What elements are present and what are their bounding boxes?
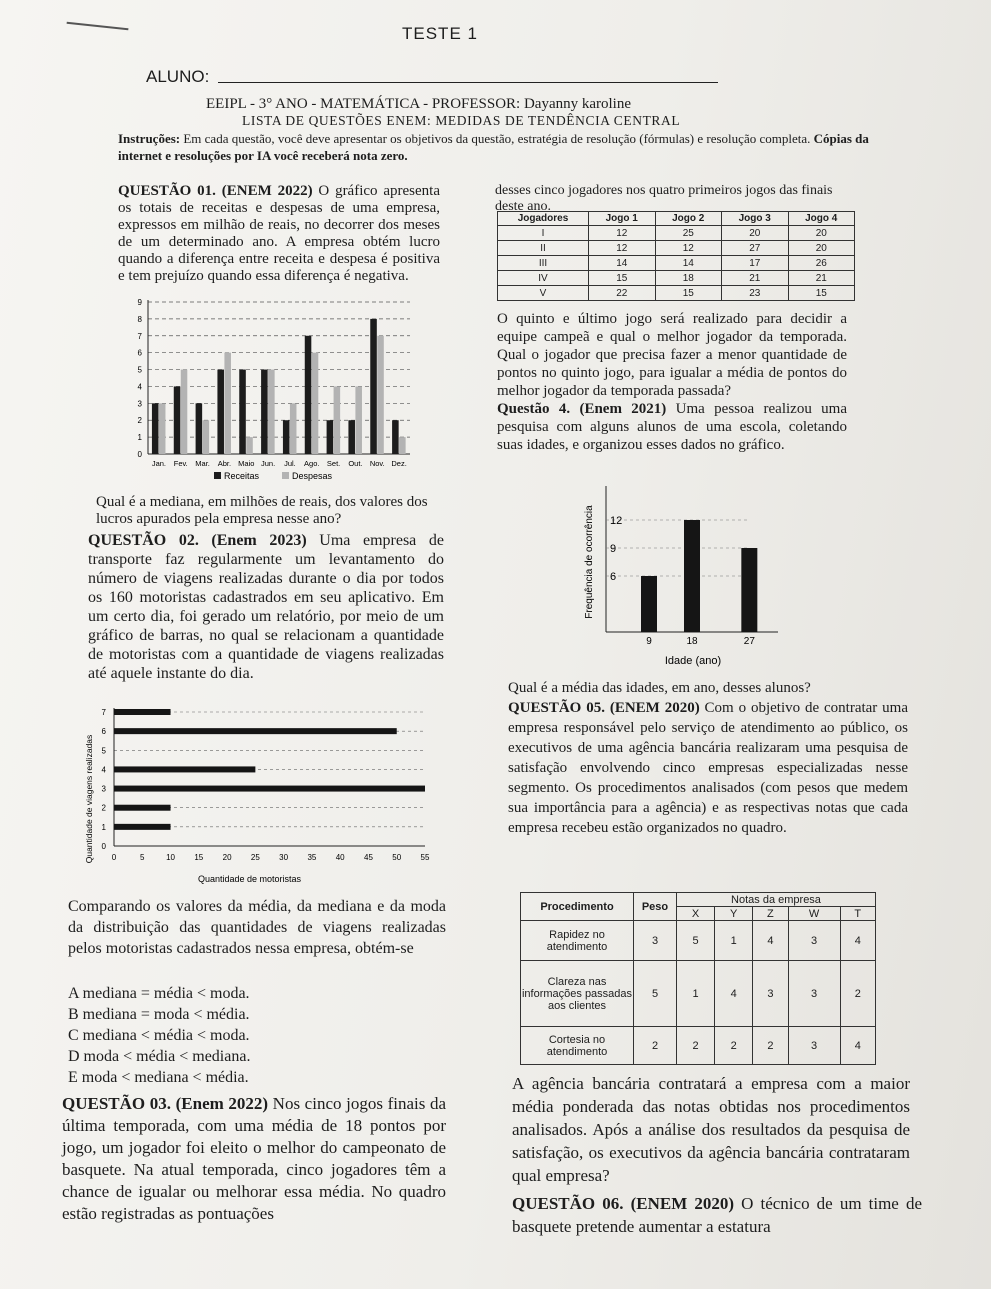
q5-cell: 3	[788, 1027, 840, 1065]
pen-mark	[66, 22, 129, 40]
y-tick-label: 5	[101, 746, 106, 756]
q5-cell: 3	[634, 921, 677, 961]
q3-cell: 12	[589, 226, 656, 241]
bar-despesas	[203, 420, 210, 454]
q5-cell: 3	[753, 961, 788, 1027]
y-tick-label: 2	[137, 416, 142, 426]
q5-cell: Rapidez no atendimento	[521, 921, 634, 961]
table-row	[521, 961, 876, 1027]
x-tick-label: Mar.	[195, 459, 210, 468]
q2-question: Comparando os valores da média, da mediana e da moda da distribuição das quantidades de viagens realizadas pelos motoristas cadastrados nessa empresa, obtém-se	[68, 898, 446, 957]
x-tick-label: 15	[194, 853, 204, 862]
x-tick-label: Nov.	[369, 459, 385, 468]
bar-despesas	[224, 353, 231, 454]
bar-receitas	[283, 420, 290, 454]
x-tick-label: 10	[166, 853, 175, 862]
x-tick-label: Dez.	[391, 459, 407, 468]
list-title: LISTA DE QUESTÕES ENEM: MEDIDAS DE TENDÊNCIA CENTRAL	[242, 113, 681, 128]
q3-cell: 20	[788, 241, 855, 256]
q5-cell: 2	[634, 1027, 677, 1065]
q3-header-game2: Jogo 2	[655, 212, 722, 226]
instructions-label: Instruções:	[118, 131, 181, 146]
y-tick-label: 3	[101, 784, 106, 794]
q5-header-company: Y	[715, 907, 753, 921]
x-tick-label: Jun.	[260, 459, 276, 468]
q1-text	[118, 183, 440, 285]
y-tick-label: 8	[137, 314, 142, 324]
bar-trips	[114, 786, 425, 792]
q3-cell: 12	[655, 241, 722, 256]
bar-receitas	[217, 370, 224, 454]
y-axis-label: Quantidade de viagens realizadas	[84, 734, 94, 864]
bar-age-frequency	[641, 576, 657, 632]
y-tick-label: 4	[101, 765, 106, 775]
bar-trips	[114, 805, 171, 811]
q3-cell: 18	[655, 271, 722, 286]
q6-body: O técnico de um time de basquete pretende aumentar a estatura	[512, 1194, 922, 1236]
q3-cell: 14	[589, 256, 656, 271]
bar-receitas	[392, 420, 399, 454]
bar-age-frequency	[741, 548, 757, 632]
q3-cell: 15	[788, 286, 855, 301]
q3-header-players: Jogadores	[498, 212, 589, 226]
q5-cell: 3	[788, 961, 840, 1027]
q3-cell: II	[498, 241, 589, 256]
bar-receitas	[152, 403, 159, 454]
bar-despesas	[268, 370, 275, 454]
x-tick-label: 5	[140, 853, 145, 862]
y-tick-label: 7	[137, 331, 142, 341]
instructions	[118, 130, 908, 164]
q5-header-group: Notas da empresa	[677, 893, 876, 907]
school-line: EEIPL - 3° ANO - MATEMÁTICA - PROFESSOR: Dayanny karoline	[206, 96, 632, 112]
q3-cell: 23	[722, 286, 789, 301]
bar-age-frequency	[684, 520, 700, 632]
q3-cell: 22	[589, 286, 656, 301]
q3-cell: 21	[722, 271, 789, 286]
table-row	[498, 286, 855, 301]
q3-cell: 21	[788, 271, 855, 286]
q5-cell: Clareza nas informações passadas aos clientes	[521, 961, 634, 1027]
bar-trips	[114, 728, 397, 734]
q3-cell: 15	[655, 286, 722, 301]
q3-cell: 14	[655, 256, 722, 271]
y-tick-label: 4	[137, 382, 142, 392]
table-row	[521, 1027, 876, 1065]
y-tick-label: 2	[101, 803, 106, 813]
q3-cell: I	[498, 226, 589, 241]
trips-chart	[80, 704, 440, 888]
q5-cell: 2	[677, 1027, 715, 1065]
q2-option-e[interactable]: E moda < mediana < média.	[68, 1069, 249, 1086]
q1-title: QUESTÃO 01. (ENEM 2022)	[118, 183, 313, 199]
y-tick-label: 6	[101, 727, 106, 737]
bar-despesas	[334, 386, 341, 454]
q5-ratings-table	[520, 892, 876, 1065]
q3-scores-table	[497, 211, 855, 301]
legend-swatch-receitas	[214, 472, 221, 479]
q5-header-company: X	[677, 907, 715, 921]
x-tick-label: 30	[279, 853, 289, 862]
x-tick-label: 27	[743, 636, 755, 647]
q3-text	[62, 1093, 446, 1225]
q5-cell: 2	[840, 961, 875, 1027]
y-tick-label: 6	[137, 348, 142, 358]
x-tick-label: 18	[686, 636, 698, 647]
y-tick-label: 0	[101, 842, 106, 851]
q3-cell: V	[498, 286, 589, 301]
bar-despesas	[181, 370, 188, 454]
legend-label-despesas: Despesas	[292, 471, 333, 481]
x-tick-label: 9	[646, 636, 652, 647]
q3-cell: III	[498, 256, 589, 271]
x-tick-label: Set.	[326, 459, 341, 468]
x-axis-label: Idade (ano)	[664, 655, 722, 667]
q3-continuation: desses cinco jogadores nos quatro primeiros jogos das finais deste ano.	[495, 183, 833, 214]
q5-header-company: W	[788, 907, 840, 921]
student-name-line[interactable]	[218, 82, 718, 83]
q2-option-d[interactable]: D moda < média < mediana.	[68, 1048, 251, 1065]
q5-header-company: T	[840, 907, 875, 921]
y-tick-label: 6	[610, 571, 617, 583]
q5-cell: 4	[840, 921, 875, 961]
q3-body: Nos cinco jogos finais da última temporada, com uma média de 18 pontos por jogo, um jogador foi eleito o melhor do campeonato de basquete. Na atual temporada, cinco jogadores têm a chance de igualar ou melhorar essa média. No quadro estão registradas as pontuações	[62, 1094, 446, 1223]
q5-cell: 2	[753, 1027, 788, 1065]
revenue-expense-chart	[118, 296, 418, 488]
q6-text	[512, 1192, 922, 1238]
y-tick-label: 0	[137, 450, 142, 459]
q5-cell: Cortesia no atendimento	[521, 1027, 634, 1065]
q3-cell: 15	[589, 271, 656, 286]
y-tick-label: 3	[137, 399, 142, 409]
x-tick-label: 55	[420, 853, 430, 862]
bar-despesas	[355, 386, 362, 454]
legend-swatch-despesas	[282, 472, 289, 479]
q5-cell: 4	[753, 921, 788, 961]
x-tick-label: Jul.	[284, 459, 296, 468]
x-tick-label: 0	[111, 853, 117, 862]
bar-despesas	[399, 437, 406, 454]
x-tick-label: 50	[392, 853, 402, 862]
x-tick-label: 35	[307, 853, 317, 862]
q5-header-procedure: Procedimento	[521, 893, 634, 921]
y-tick-label: 9	[137, 298, 142, 307]
q5-cell: 4	[840, 1027, 875, 1065]
x-tick-label: Maio	[238, 459, 255, 468]
q5-cell: 1	[677, 961, 715, 1027]
q3-question: O quinto e último jogo será realizado para decidir a equipe campeã e qual o melhor jogador da temporada. Qual o jogador que precisa fazer a menor quantidade de pontos no quinto jogo, para igualar a média de pontos do melhor jogador da temporada passada?	[497, 311, 847, 399]
q3-cell: IV	[498, 271, 589, 286]
q5-body: Com o objetivo de contratar uma empresa responsável pelo serviço de atendimento ao público, os executivos de uma agência bancária realizaram uma pesquisa de satisfação envolvendo cinco empresas especializadas nesse segmento. Os procedimentos analisados (com pesos que medem sua importância para a agência) e as respectivas notas que cada empresa recebeu estão organizados no quadro.	[508, 700, 908, 836]
student-label: ALUNO:	[146, 67, 210, 86]
q3-header-game1: Jogo 1	[589, 212, 656, 226]
q2-body: Uma empresa de transporte faz regularmente um levantamento do número de viagens realizadas durante o dia por todos os 160 motoristas cadastrados em seu aplicativo. Em um certo dia, foi gerado um relatório, por meio de um gráfico de barras, no qual se relacionam a quantidade de motoristas com a quantidade de viagens realizadas até aquele instante do dia.	[88, 532, 444, 682]
x-axis-label: Quantidade de motoristas	[197, 874, 302, 884]
instructions-text: Em cada questão, você deve apresentar os objetivos da questão, estratégia de resolução (fórmulas) e resolução completa.	[180, 131, 814, 146]
q3-cell: 12	[589, 241, 656, 256]
bar-despesas	[312, 353, 319, 454]
bar-receitas	[196, 403, 203, 454]
q3-cell: 27	[722, 241, 789, 256]
q5-title: QUESTÃO 05. (ENEM 2020)	[508, 700, 700, 716]
bar-receitas	[261, 370, 268, 454]
q3-cell: 25	[655, 226, 722, 241]
y-tick-label: 1	[101, 822, 106, 832]
q2-option-c[interactable]: C mediana < média < moda.	[68, 1027, 250, 1044]
q1-body: O gráfico apresenta os totais de receitas e despesas de uma empresa, expressos em milhão de reais, no decorrer dos meses de um determinado ano. A empresa obtém lucro quando a diferença entre receita e despesa é positiva e tem prejuízo quando essa diferença é negativa.	[118, 183, 440, 284]
q5-question: A agência bancária contratará a empresa com a maior média ponderada das notas obtidas nos procedimentos analisados. Após a análise dos resultados da pesquisa de satisfação, os executivos da agência bancária contrataram qual empresa?	[512, 1074, 910, 1185]
x-tick-label: 20	[222, 853, 232, 862]
table-row	[498, 271, 855, 286]
q5-header-company: Z	[753, 907, 788, 921]
y-tick-label: 12	[610, 515, 623, 527]
y-tick-label: 7	[101, 708, 106, 717]
q3-header-game4: Jogo 4	[788, 212, 855, 226]
y-tick-label: 5	[137, 365, 142, 375]
x-tick-label: 45	[364, 853, 373, 862]
x-tick-label: Fev.	[173, 459, 188, 468]
bar-despesas	[290, 403, 297, 454]
q3-cell: 26	[788, 256, 855, 271]
y-tick-label: 9	[610, 543, 617, 555]
bar-receitas	[305, 336, 312, 454]
x-tick-label: 40	[335, 853, 345, 862]
bar-despesas	[377, 336, 384, 454]
q5-text	[508, 698, 908, 838]
q4-body: Uma pessoa realizou uma pesquisa com alguns alunos de uma escola, coletando suas idades, e organizou esses dados no gráfico.	[497, 401, 847, 453]
table-row	[498, 226, 855, 241]
q2-text	[88, 531, 444, 683]
q2-options	[68, 983, 368, 1088]
q5-cell: 2	[715, 1027, 753, 1065]
q4-title: Questão 4. (Enem 2021)	[497, 401, 667, 417]
table-row	[498, 241, 855, 256]
y-axis-label: Frequência de ocorrência	[584, 505, 595, 619]
ages-chart	[578, 482, 788, 674]
q5-cell: 5	[634, 961, 677, 1027]
q3-title: QUESTÃO 03. (Enem 2022)	[62, 1094, 269, 1113]
q3-cell: 17	[722, 256, 789, 271]
q6-title: QUESTÃO 06. (ENEM 2020)	[512, 1194, 735, 1213]
x-tick-label: Out.	[348, 459, 363, 468]
bar-receitas	[348, 420, 355, 454]
q4-text	[497, 400, 847, 454]
q5-cell: 3	[788, 921, 840, 961]
q2-option-a[interactable]: A mediana = média < moda.	[68, 985, 250, 1002]
table-row	[498, 256, 855, 271]
table-row	[521, 921, 876, 961]
q1-question: Qual é a mediana, em milhões de reais, dos valores dos lucros apurados pela empresa nesse ano?	[96, 494, 428, 527]
q3-cell: 20	[788, 226, 855, 241]
y-tick-label: 1	[137, 433, 142, 443]
q5-cell: 1	[715, 921, 753, 961]
instructions-warning: Cópias da internet e resoluções por IA você receberá nota zero.	[118, 131, 869, 163]
q5-header-weight: Peso	[634, 893, 677, 921]
x-tick-label: 25	[250, 853, 260, 862]
bar-despesas	[159, 403, 166, 454]
bar-receitas	[239, 370, 246, 454]
q5-cell: 4	[715, 961, 753, 1027]
bar-receitas	[174, 386, 181, 454]
q4-question: Qual é a média das idades, em ano, desses alunos?	[508, 680, 811, 696]
legend-label-receitas: Receitas	[224, 471, 260, 481]
bar-trips	[114, 709, 171, 715]
bar-despesas	[246, 437, 253, 454]
bar-receitas	[370, 319, 377, 454]
q3-cell: 20	[722, 226, 789, 241]
q2-option-b[interactable]: B mediana = moda < média.	[68, 1006, 250, 1023]
bar-trips	[114, 824, 171, 830]
q3-header-game3: Jogo 3	[722, 212, 789, 226]
test-title: TESTE 1	[402, 24, 478, 43]
x-tick-label: Abr.	[217, 459, 232, 468]
bar-receitas	[327, 420, 334, 454]
q2-title: QUESTÃO 02. (Enem 2023)	[88, 532, 307, 549]
q5-cell: 5	[677, 921, 715, 961]
bar-trips	[114, 766, 255, 772]
x-tick-label: Ago.	[304, 459, 320, 468]
x-tick-label: Jan.	[151, 459, 167, 468]
